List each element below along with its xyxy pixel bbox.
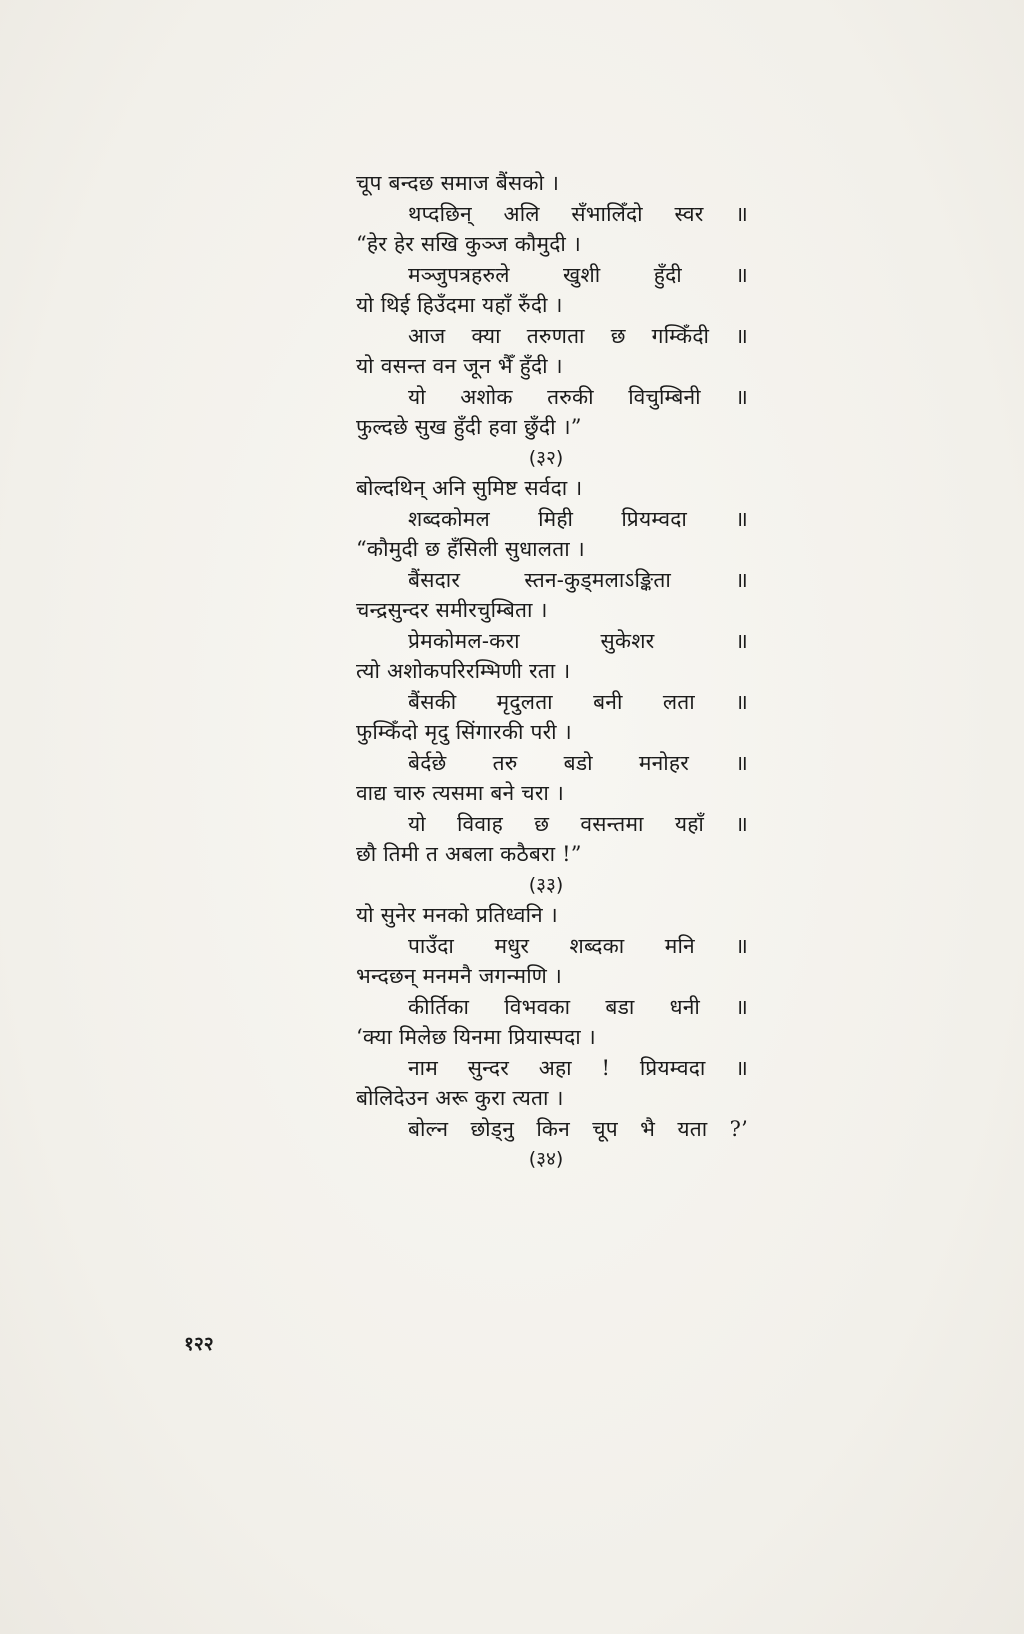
stanza-number: (३२) [528, 446, 564, 469]
poem-line: प्रेमकोमल-करा सुकेशर ॥ [408, 628, 748, 653]
poem-line: यो थिई हिउँदमा यहाँ रुँदी । [356, 293, 563, 317]
poem-line: छौ तिमी त अबला कठैबरा !” [356, 842, 582, 866]
poem-line: “कौमुदी छ हँसिली सुधालता । [356, 537, 585, 561]
poem-line: “हेर हेर सखि कुञ्ज कौमुदी । [356, 232, 582, 256]
poem-body [356, 168, 756, 1175]
poem-line: नाम सुन्दर अहा ! प्रियम्वदा ॥ [408, 1055, 748, 1080]
poem-line: बोलिदेउन अरू कुरा त्यता । [356, 1086, 564, 1110]
poem-line: यो अशोक तरुकी विचुम्बिनी ॥ [408, 384, 748, 409]
poem-line: मञ्जुपत्रहरुले खुशी हुँदी ॥ [408, 262, 748, 287]
poem-line: यो सुनेर मनको प्रतिध्वनि । [356, 903, 558, 927]
poem-line: बैंसदार स्तन-कुड्मलाऽङ्किता ॥ [408, 567, 748, 592]
poem-line: फुम्किँदो मृदु सिंगारकी परी । [356, 720, 572, 744]
poem-line: भन्दछन् मनमनै जगन्मणि । [356, 964, 563, 988]
poem-line: बेर्दछे तरु बडो मनोहर ॥ [408, 750, 748, 775]
poem-line: बैंसकी मृदुलता बनी लता ॥ [408, 689, 748, 714]
page-number: १२२ [184, 1333, 214, 1355]
poem-line: यो वसन्त वन जून भैँ हुँदी । [356, 354, 563, 378]
stanza-number: (३३) [528, 873, 564, 896]
poem-line: ‘क्या मिलेछ यिनमा प्रियास्पदा । [356, 1025, 596, 1049]
poem-line: बोल्न छोड्नु किन चूप भै यता ?’ [408, 1116, 748, 1141]
poem-line: थप्दछिन् अलि सँभालिँदो स्वर ॥ [408, 201, 748, 226]
poem-line: फुल्दछे सुख हुँदी हवा छुँदी ।” [356, 415, 582, 439]
poem-line: आज क्या तरुणता छ गम्किँदी ॥ [408, 323, 748, 348]
poem-line: चन्द्रसुन्दर समीरचुम्बिता । [356, 598, 548, 622]
poem-line: वाद्य चारु त्यसमा बने चरा । [356, 781, 565, 805]
poem-line: शब्दकोमल मिही प्रियम्वदा ॥ [408, 506, 748, 531]
stanza-number: (३४) [528, 1148, 564, 1170]
poem-line: चूप बन्दछ समाज बैंसको । [356, 171, 560, 195]
poem-line: कीर्तिका विभवका बडा धनी ॥ [408, 994, 748, 1019]
poem-line: पाउँदा मधुर शब्दका मनि ॥ [408, 933, 748, 958]
poem-line: त्यो अशोकपरिरम्भिणी रता । [356, 659, 571, 683]
poem-line: बोल्दथिन् अनि सुमिष्ट सर्वदा । [356, 476, 583, 500]
poem-line: यो विवाह छ वसन्तमा यहाँ ॥ [408, 811, 748, 836]
